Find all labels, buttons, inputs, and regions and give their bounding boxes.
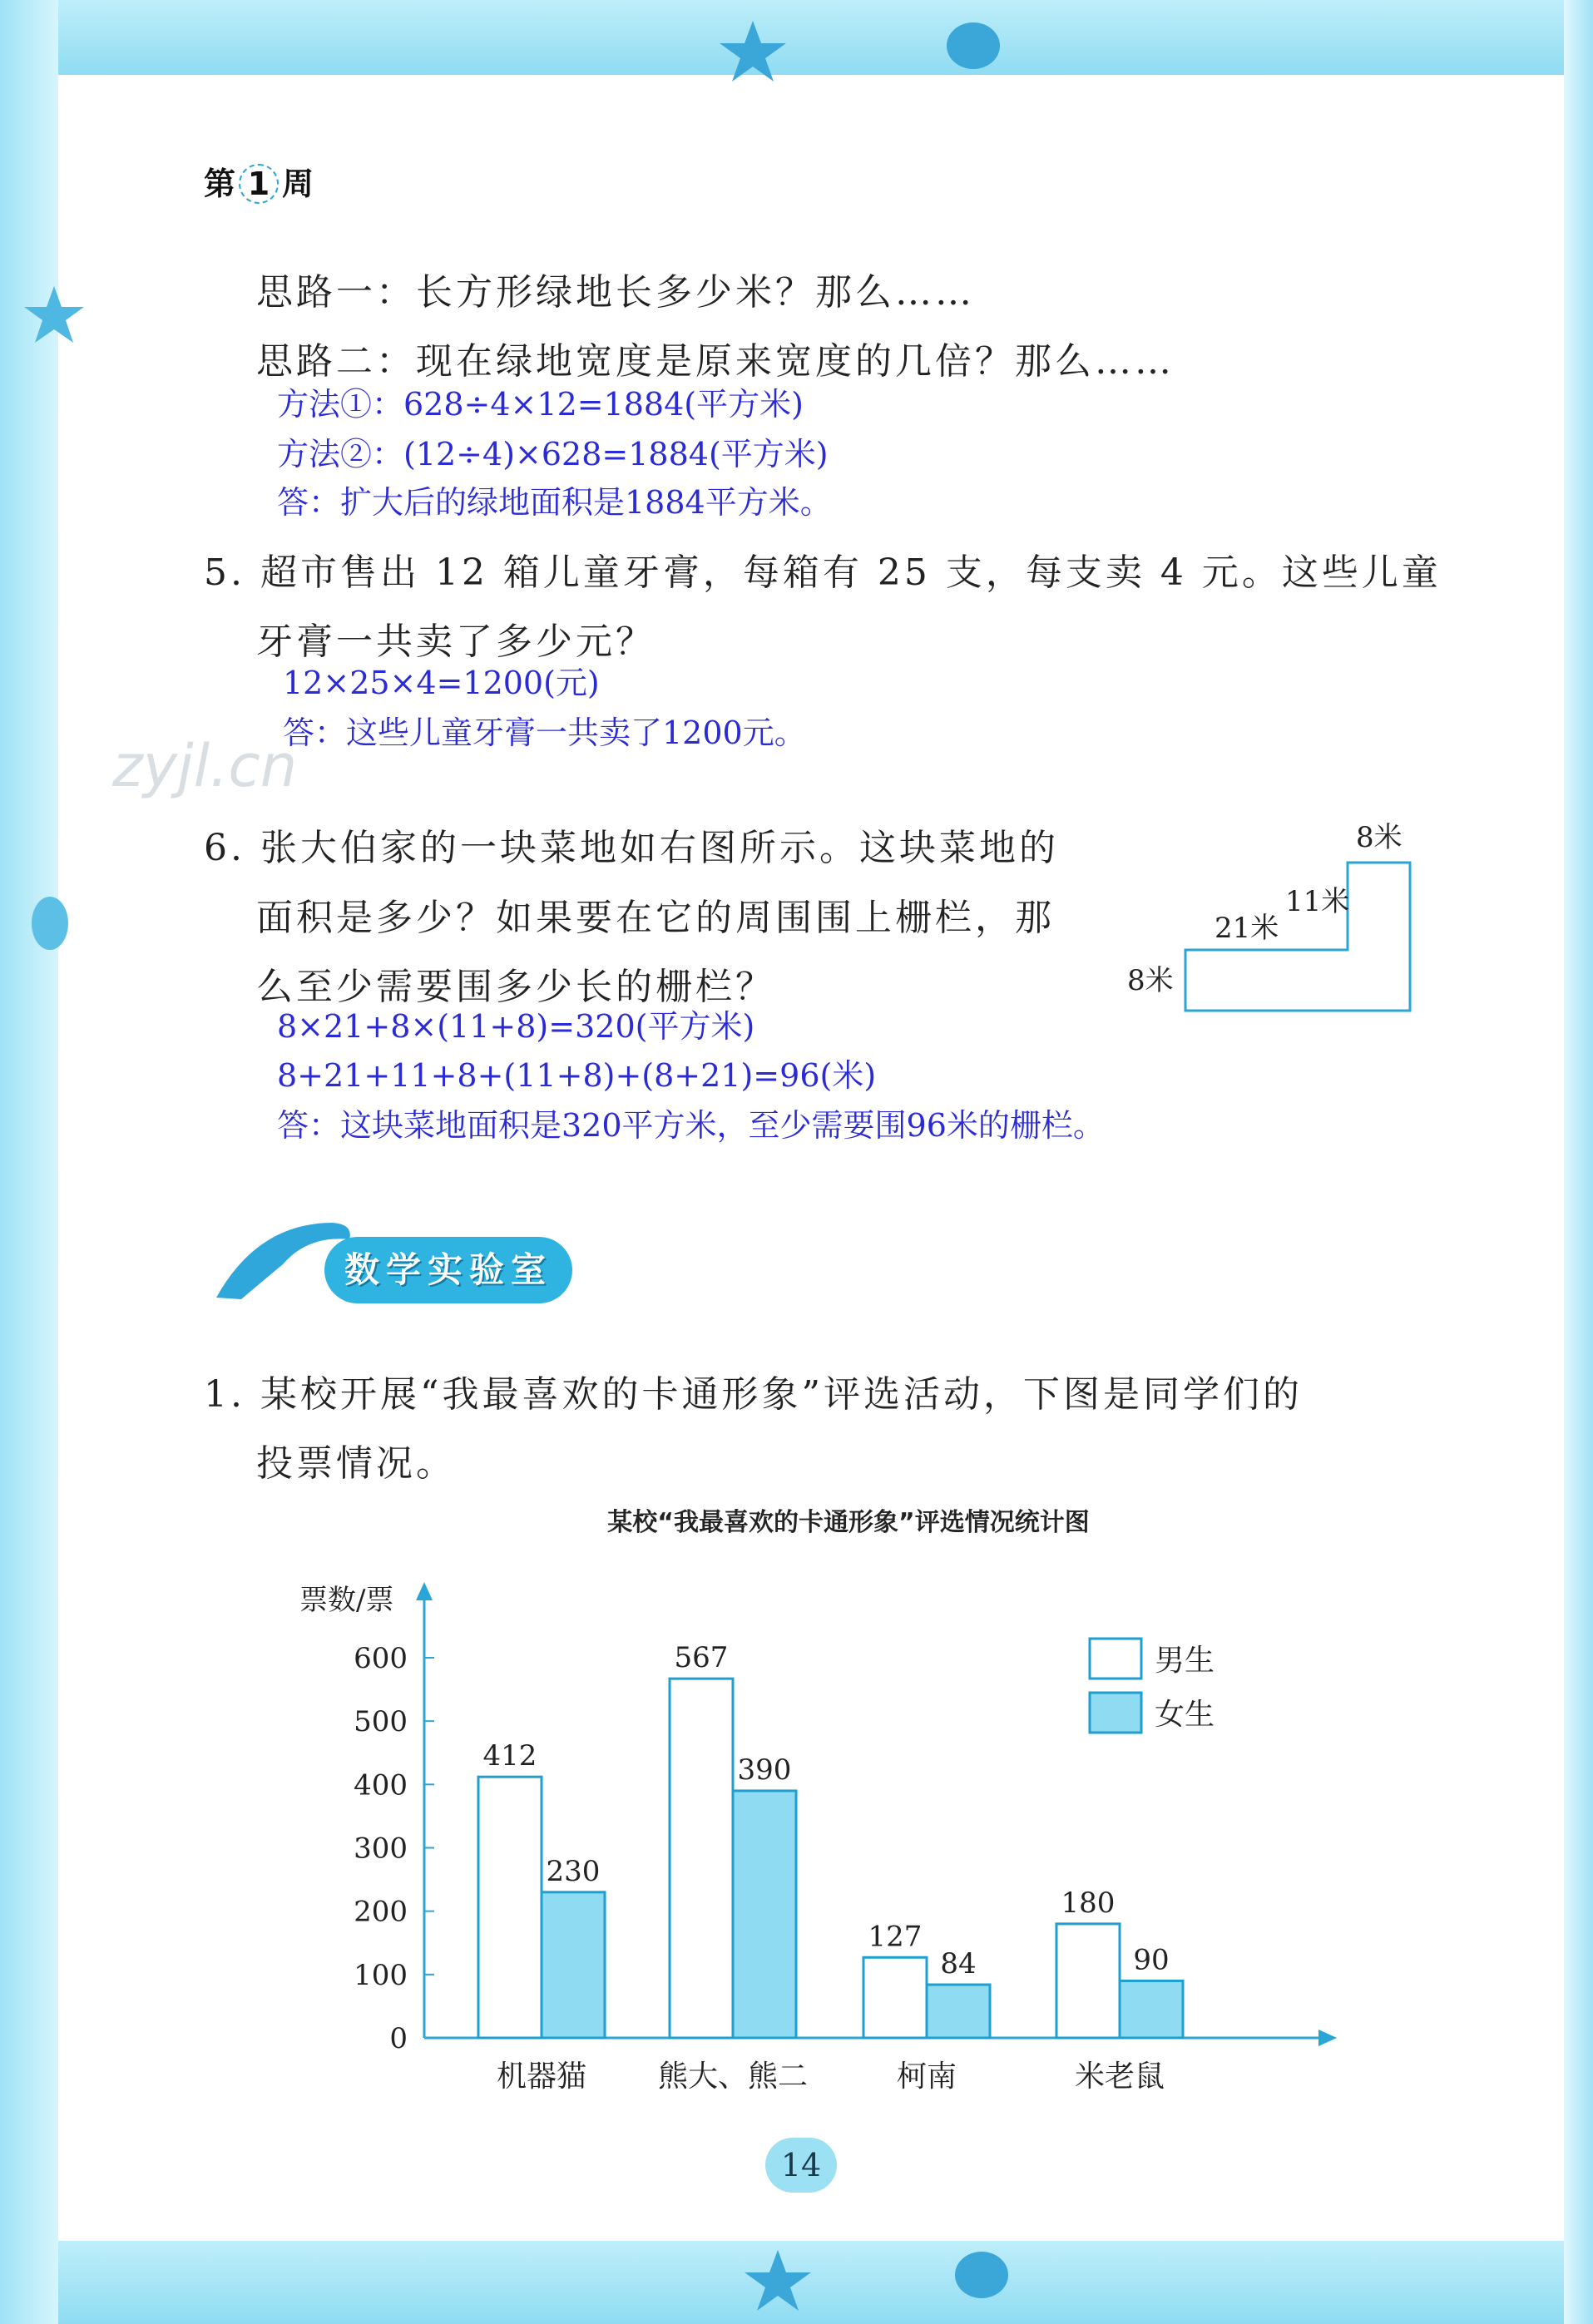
week-prefix: 第 xyxy=(204,166,236,202)
lab-section-title: 数学实验室 xyxy=(324,1237,572,1303)
q5-line-2: 牙膏一共卖了多少元？ xyxy=(256,621,656,663)
bar-value-label: 230 xyxy=(546,1854,601,1888)
x-category-label: 柯南 xyxy=(896,2059,957,2094)
bar-value-label: 84 xyxy=(940,1947,977,1981)
q5-answer-1: 12×25×4=1200(元) xyxy=(283,665,600,701)
bar-value-label: 180 xyxy=(1061,1886,1116,1920)
y-tick-label: 300 xyxy=(354,1832,408,1866)
week-number: 1 xyxy=(239,164,279,204)
y-axis-arrow xyxy=(416,1582,433,1600)
shell-icon xyxy=(948,2246,1015,2304)
hint-1: 思路一：长方形绿地长多少米？那么…… xyxy=(256,271,975,314)
chart-title: 某校“我最喜欢的卡通形象”评选情况统计图 xyxy=(607,1508,1090,1537)
q6-line-1: 6. 张大伯家的一块菜地如右图所示。这块菜地的 xyxy=(204,827,1059,869)
q6-answer-3: 答：这块菜地面积是320平方米，至少需要围96米的栅栏。 xyxy=(277,1107,1105,1144)
q4-answer-3: 答：扩大后的绿地面积是1884平方米。 xyxy=(277,484,832,521)
bar-boys xyxy=(478,1777,542,2038)
starfish-icon xyxy=(740,2246,815,2312)
bar-girls xyxy=(542,1892,605,2038)
decorative-border-right xyxy=(1564,0,1593,2324)
bar-value-label: 127 xyxy=(868,1920,923,1954)
bar-chart xyxy=(266,1572,1348,2104)
bar-girls xyxy=(927,1985,990,2038)
bar-value-label: 412 xyxy=(482,1739,537,1773)
x-axis-arrow xyxy=(1318,2030,1337,2046)
q5-line-1: 5. 超市售出 12 箱儿童牙膏，每箱有 25 支，每支卖 4 元。这些儿童 xyxy=(204,551,1442,594)
x-category-label: 熊大、熊二 xyxy=(657,2059,809,2094)
q6-answer-1: 8×21+8×(11+8)=320(平方米) xyxy=(277,1008,755,1045)
bar-value-label: 567 xyxy=(674,1641,729,1675)
y-axis-label: 票数/票 xyxy=(299,1584,394,1617)
hint-2: 思路二：现在绿地宽度是原来宽度的几倍？那么…… xyxy=(256,340,1175,383)
y-tick-label: 400 xyxy=(354,1768,408,1802)
lab-q1-line-2: 投票情况。 xyxy=(256,1442,456,1485)
lab-q1-line-1: 1. 某校开展“我最喜欢的卡通形象”评选活动，下图是同学们的 xyxy=(204,1373,1303,1416)
bar-boys xyxy=(1056,1924,1120,2038)
legend-swatch-girls xyxy=(1090,1693,1141,1733)
y-tick-label: 600 xyxy=(354,1642,408,1675)
week-suffix: 周 xyxy=(282,166,314,202)
garden-figure xyxy=(1115,819,1431,1023)
bar-boys xyxy=(863,1957,927,2038)
decorative-border-top xyxy=(0,0,1593,75)
page-number: 14 xyxy=(765,2138,837,2193)
starfish-icon xyxy=(715,17,790,83)
x-category-label: 机器猫 xyxy=(496,2059,587,2094)
y-tick-label: 100 xyxy=(354,1958,408,1992)
q6-line-3: 么至少需要围多少长的栅栏？ xyxy=(256,966,775,1008)
q4-answer-1: 方法①：628÷4×12=1884(平方米) xyxy=(277,386,804,423)
figure-label-mid: 21米 xyxy=(1215,912,1279,945)
figure-label-step: 11米 xyxy=(1285,885,1350,918)
legend-label-girls: 女生 xyxy=(1155,1698,1215,1732)
week-header xyxy=(204,158,314,204)
watermark: zyjl.cn xyxy=(112,732,298,800)
shell-icon xyxy=(25,890,75,957)
q5-answer-2: 答：这些儿童牙膏一共卖了1200元。 xyxy=(283,715,806,751)
legend-label-boys: 男生 xyxy=(1155,1644,1215,1678)
y-tick-label: 0 xyxy=(389,2022,408,2055)
bar-girls xyxy=(1120,1980,1183,2038)
y-tick-label: 500 xyxy=(354,1705,408,1739)
q6-answer-2: 8+21+11+8+(11+8)+(8+21)=96(米) xyxy=(277,1057,877,1094)
starfish-icon xyxy=(21,283,87,349)
bar-girls xyxy=(733,1791,796,2038)
bar-value-label: 390 xyxy=(737,1753,792,1787)
shell-icon xyxy=(940,17,1007,75)
y-tick-label: 200 xyxy=(354,1895,408,1929)
legend-swatch-boys xyxy=(1090,1639,1141,1679)
bar-value-label: 90 xyxy=(1133,1943,1170,1977)
x-category-label: 米老鼠 xyxy=(1074,2059,1165,2094)
figure-label-left: 8米 xyxy=(1127,964,1174,997)
figure-label-top: 8米 xyxy=(1356,821,1403,854)
bar-boys xyxy=(670,1679,733,2038)
q6-line-2: 面积是多少？如果要在它的周围围上栅栏，那 xyxy=(256,897,1055,939)
q4-answer-2: 方法②：(12÷4)×628=1884(平方米) xyxy=(277,436,829,472)
